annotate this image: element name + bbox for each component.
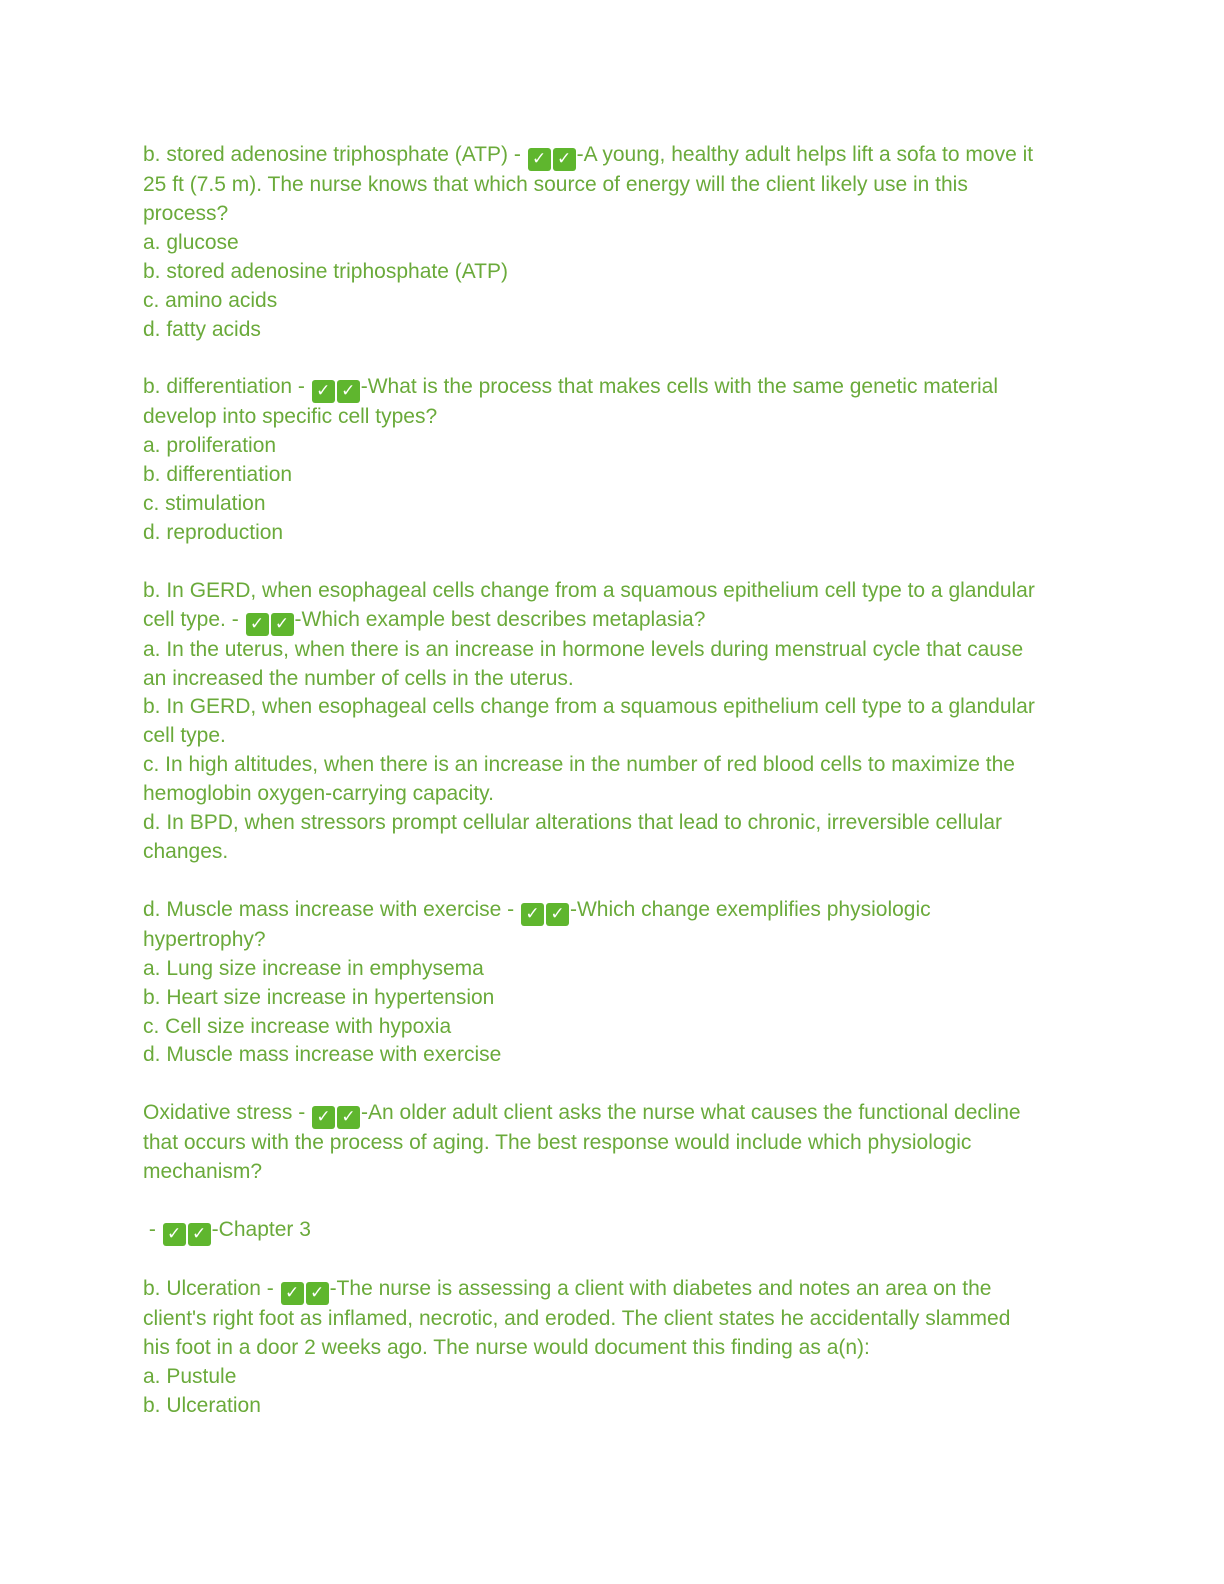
check-icons — [245, 608, 295, 634]
answer-text: b. differentiation - — [143, 375, 311, 399]
option-item: hemoglobin oxygen-carrying capacity. — [143, 782, 494, 806]
question-text: mechanism? — [143, 1160, 263, 1184]
option-item: a. proliferation — [143, 434, 277, 458]
question-text: develop into specific cell types? — [143, 405, 438, 429]
option-item: c. stimulation — [143, 492, 266, 516]
option-item: cell type. — [143, 724, 226, 748]
check-icons — [280, 1277, 330, 1303]
check-mark-icon: ✓ — [163, 1223, 186, 1246]
question-text: -A young, healthy adult helps lift a sofa to move it — [576, 143, 1034, 166]
answer-text: b. stored adenosine triphosphate (ATP) - — [143, 143, 527, 166]
question-text: process? — [143, 201, 229, 225]
question-text: -The nurse is assessing a client with diabetes and notes an area on the — [329, 1276, 992, 1300]
question-text: -An older adult client asks the nurse what causes the functional decline — [361, 1101, 1021, 1125]
answer-text: Oxidative stress - — [143, 1101, 312, 1125]
answer-question-line — [143, 373, 1093, 403]
option-item: c. amino acids — [143, 288, 278, 312]
answer-question-line — [143, 896, 1093, 926]
answer-text: cell type. - — [143, 607, 245, 631]
question-text: that occurs with the process of aging. The best response would include which physiologic — [143, 1131, 972, 1155]
check-icons — [162, 1218, 212, 1244]
check-mark-icon: ✓ — [312, 380, 335, 403]
answer-question-line — [143, 606, 1093, 636]
qa-block — [143, 1216, 1093, 1246]
check-mark-icon: ✓ — [271, 613, 294, 636]
option-item: a. glucose — [143, 230, 239, 254]
option-item: d. Muscle mass increase with exercise — [143, 1043, 502, 1067]
check-mark-icon: ✓ — [553, 148, 576, 171]
question-text: 25 ft (7.5 m). The nurse knows that which source of energy will the client likely use in this — [143, 173, 968, 196]
check-icons — [527, 143, 577, 169]
check-mark-icon: ✓ — [521, 903, 544, 926]
answer-text: d. Muscle mass increase with exercise - — [143, 897, 520, 921]
option-item: d. reproduction — [143, 520, 284, 544]
option-item: b. differentiation — [143, 463, 293, 487]
check-mark-icon: ✓ — [337, 380, 360, 403]
question-text: -Which change exemplifies physiologic — [569, 897, 931, 921]
document-page — [143, 141, 1093, 1449]
check-mark-icon: ✓ — [281, 1282, 304, 1305]
question-text: -Chapter 3 — [211, 1217, 311, 1241]
check-mark-icon: ✓ — [337, 1106, 360, 1129]
check-icons — [311, 375, 361, 402]
question-text: hypertrophy? — [143, 927, 266, 951]
check-mark-icon: ✓ — [246, 613, 269, 636]
check-mark-icon: ✓ — [528, 148, 551, 171]
question-text: client's right foot as inflamed, necrotic, and eroded. The client states he accidentally slammed — [143, 1306, 1011, 1330]
qa-block — [143, 1099, 1093, 1187]
option-item: a. Lung size increase in emphysema — [143, 956, 484, 980]
question-text: -What is the process that makes cells with the same genetic material — [360, 375, 998, 399]
option-item: a. Pustule — [143, 1364, 237, 1388]
option-item: b. In GERD, when esophageal cells change from a squamous epithelium cell type to a glandular — [143, 695, 1035, 719]
check-mark-icon: ✓ — [312, 1106, 335, 1129]
check-icons — [311, 1101, 361, 1128]
qa-block — [143, 577, 1093, 867]
check-mark-icon: ✓ — [188, 1223, 211, 1246]
qa-block — [143, 141, 1093, 344]
answer-text: b. Ulceration - — [143, 1276, 280, 1300]
qa-block — [143, 1275, 1093, 1421]
answer-question-line — [143, 141, 1093, 171]
option-item: a. In the uterus, when there is an increase in hormone levels during menstrual cycle that cause — [143, 637, 1024, 661]
option-item: d. fatty acids — [143, 317, 261, 341]
option-item: an increased the number of cells in the uterus. — [143, 666, 574, 690]
answer-text: - — [143, 1217, 162, 1241]
question-text: his foot in a door 2 weeks ago. The nurse would document this finding as a(n): — [143, 1335, 870, 1359]
answer-question-line — [143, 1275, 1093, 1305]
option-item: b. stored adenosine triphosphate (ATP) — [143, 259, 508, 283]
check-icons — [520, 898, 570, 924]
qa-block — [143, 896, 1093, 1071]
option-item: c. In high altitudes, when there is an increase in the number of red blood cells to maximize the — [143, 753, 1015, 777]
answer-text: b. In GERD, when esophageal cells change from a squamous epithelium cell type to a glandular — [143, 578, 1035, 602]
answer-question-line — [143, 1216, 1093, 1246]
answer-question-line — [143, 1099, 1093, 1129]
check-mark-icon: ✓ — [546, 903, 569, 926]
option-item: c. Cell size increase with hypoxia — [143, 1014, 452, 1038]
option-item: b. Heart size increase in hypertension — [143, 985, 495, 1009]
option-item: d. In BPD, when stressors prompt cellular alterations that lead to chronic, irreversible cellular — [143, 811, 1003, 835]
option-item: changes. — [143, 840, 229, 863]
option-item: b. Ulceration — [143, 1393, 261, 1417]
qa-block — [143, 373, 1093, 548]
question-text: -Which example best describes metaplasia? — [294, 607, 706, 631]
check-mark-icon: ✓ — [306, 1282, 329, 1305]
